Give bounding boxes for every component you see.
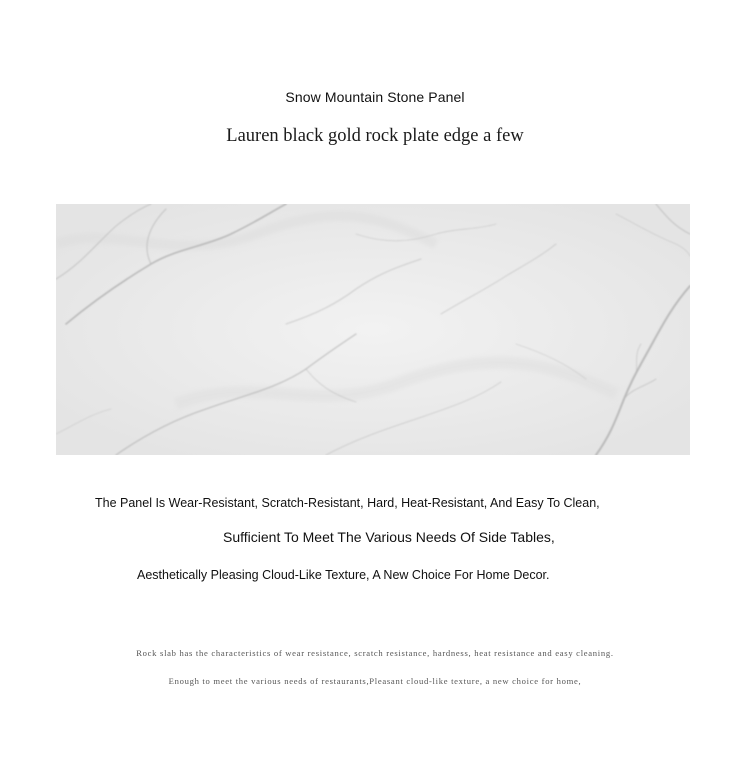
footer-line-2: Enough to meet the various needs of restaurants,Pleasant cloud-like texture, a new choice for home, — [168, 676, 582, 686]
feature-line-3: Aesthetically Pleasing Cloud-Like Texture, A New Choice For Home Decor. — [137, 568, 550, 582]
footer-line-1: Rock slab has the characteristics of wear resistance, scratch resistance, hardness, heat resistance and easy cleaning. — [136, 648, 614, 658]
feature-line-2: Sufficient To Meet The Various Needs Of Side Tables, — [223, 529, 555, 545]
feature-line-1: The Panel Is Wear-Resistant, Scratch-Resistant, Hard, Heat-Resistant, And Easy To Clean, — [95, 496, 600, 510]
page-title: Snow Mountain Stone Panel — [285, 89, 465, 105]
page-subtitle: Lauren black gold rock plate edge a few — [226, 126, 524, 146]
marble-panel-image — [56, 204, 690, 455]
